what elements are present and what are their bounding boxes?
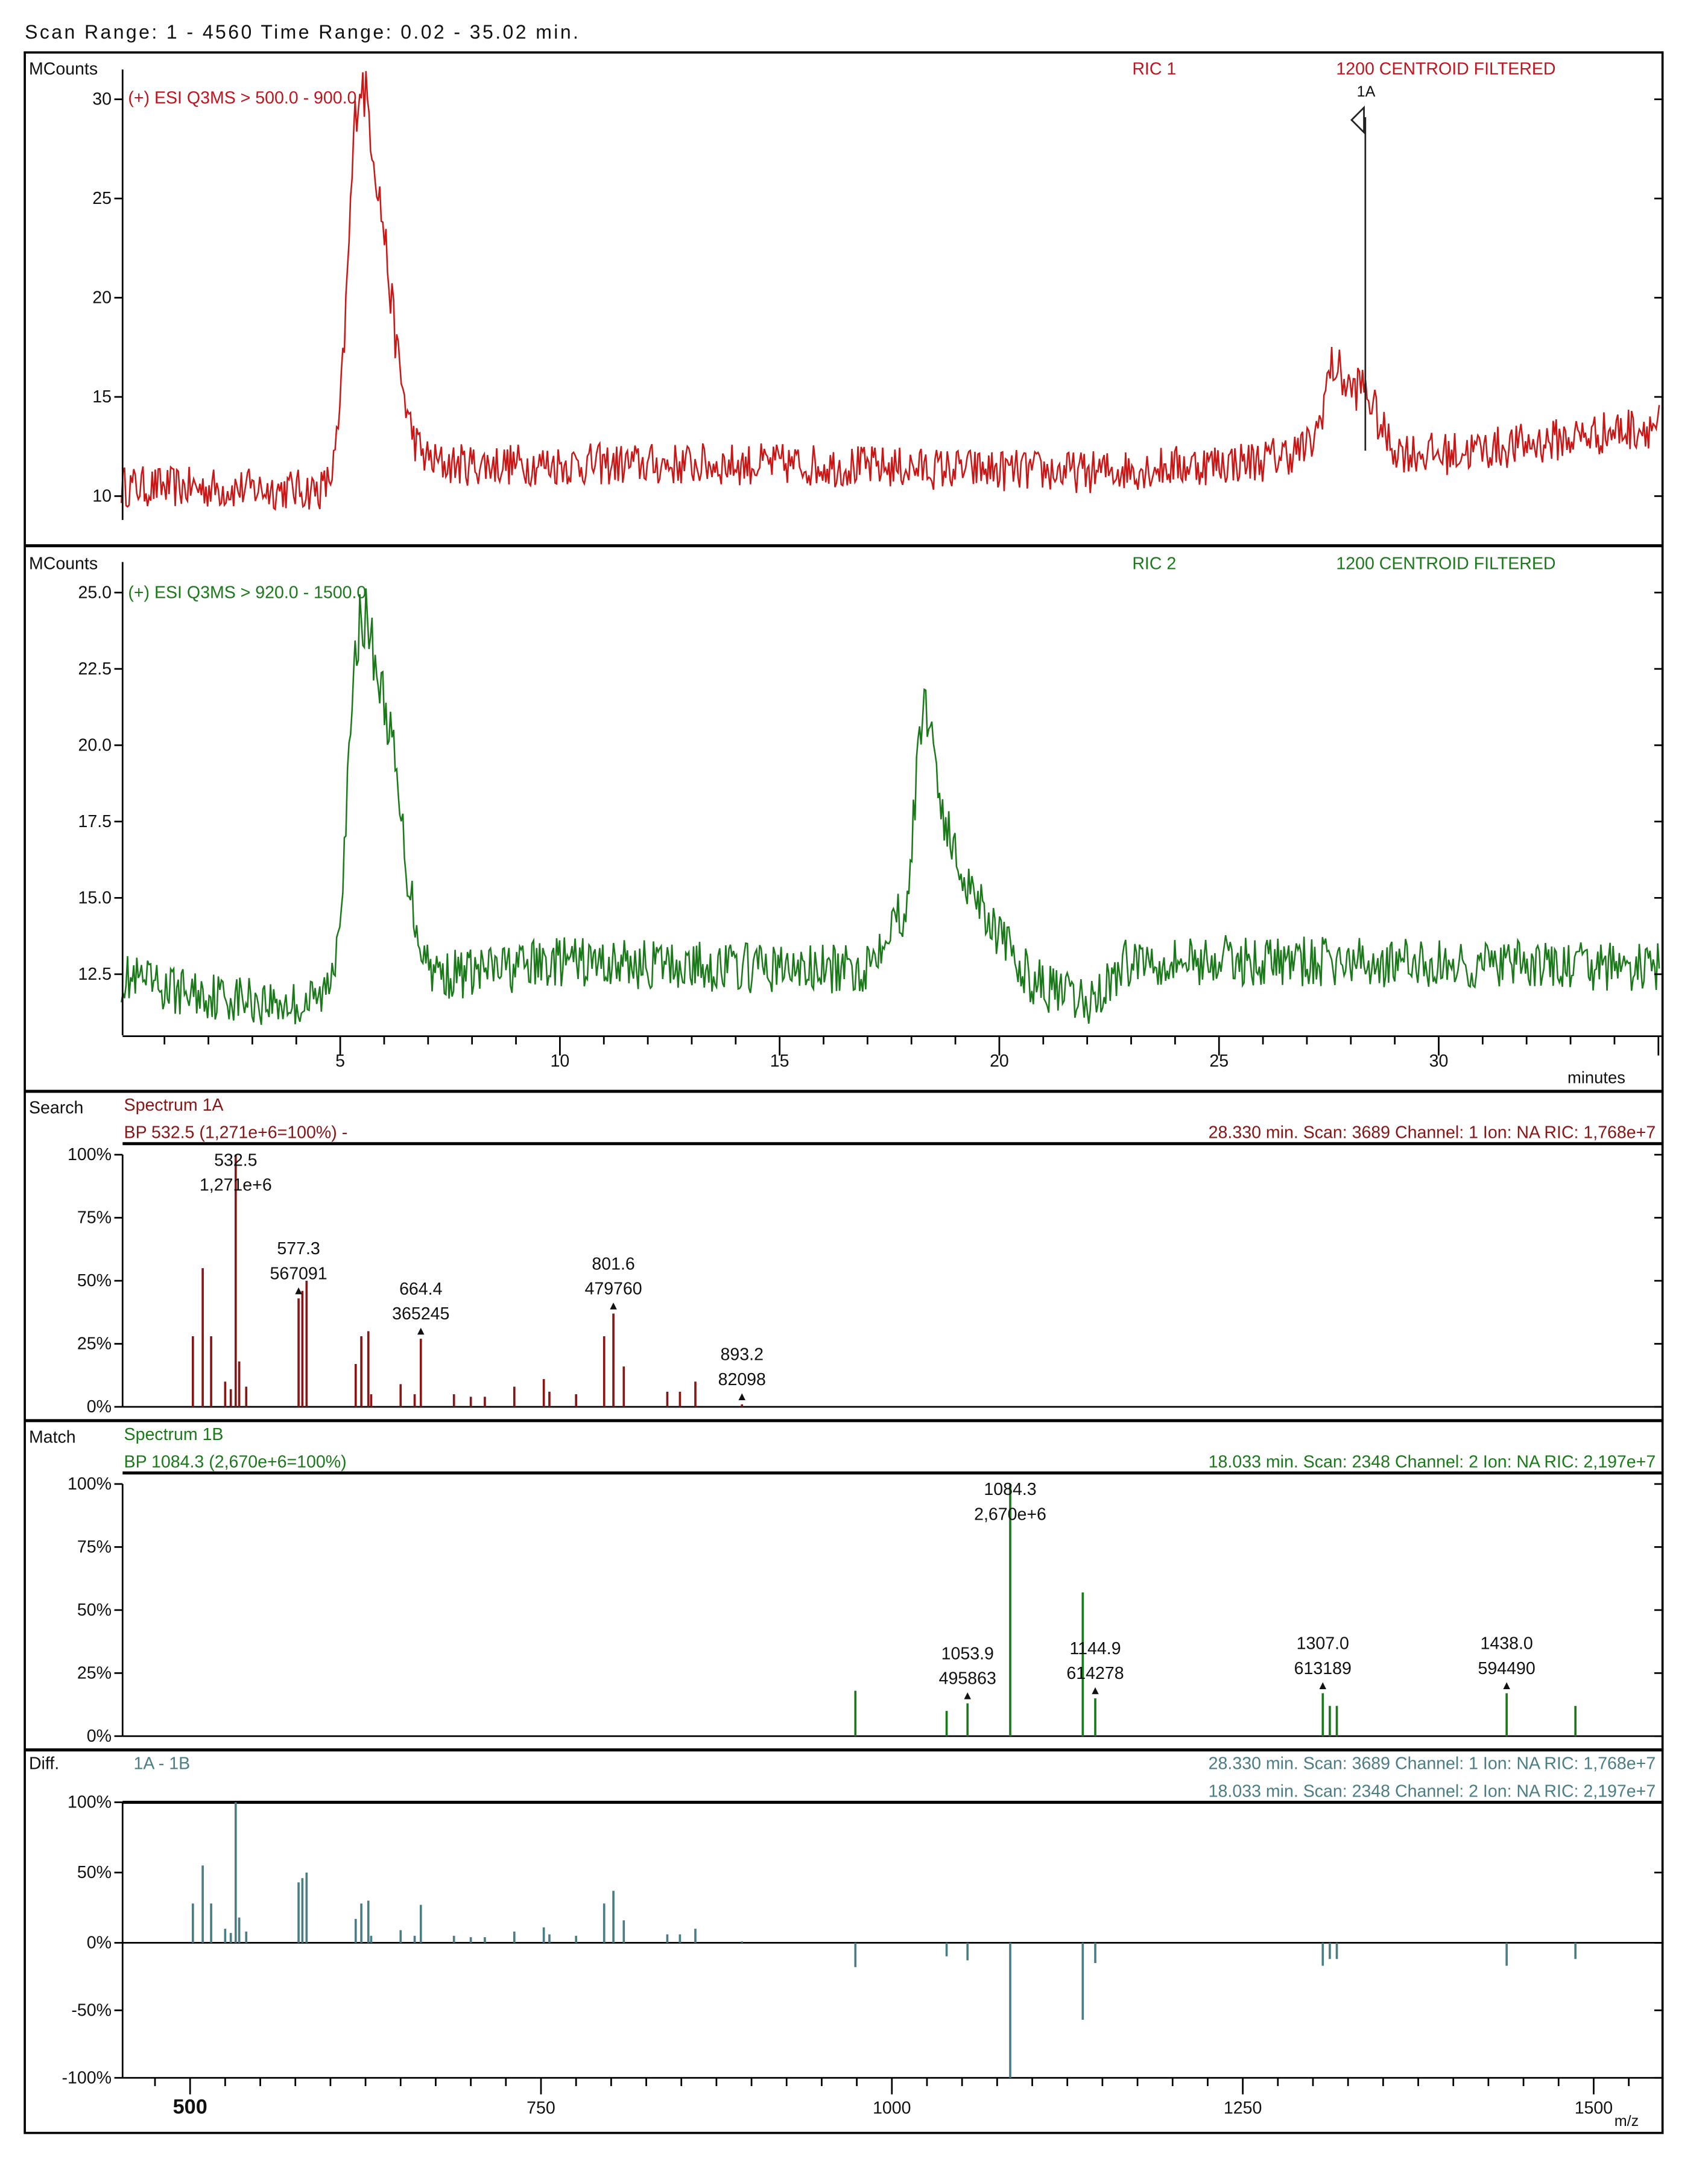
match-title: Spectrum 1B [124, 1424, 224, 1444]
diff-xlabel: m/z [1614, 2113, 1639, 2130]
y-tick-label: 100% [68, 1145, 112, 1165]
x-tick-label: 1000 [873, 2098, 911, 2118]
peak-label-intensity: 2,670e+6 [974, 1505, 1046, 1524]
peak-marker-icon [964, 1692, 971, 1699]
peak-label-mz: 1438.0 [1480, 1634, 1533, 1654]
ric2-trace [121, 588, 1659, 1024]
search-base-peak: BP 532.5 (1,271e+6=100%) - [124, 1123, 348, 1143]
peak-label-mz: 664.4 [399, 1280, 443, 1299]
peak-label-intensity: 1,271e+6 [199, 1175, 272, 1195]
peak-label-intensity: 82098 [718, 1369, 766, 1389]
peak-marker-icon [739, 1394, 745, 1400]
y-tick-label: 0% [86, 1933, 112, 1953]
peak-marker-icon [1320, 1683, 1326, 1689]
y-tick-label: 12.5 [78, 965, 112, 985]
y-tick-label: 50% [77, 1863, 112, 1883]
peak-label-mz: 532.5 [214, 1150, 258, 1170]
ric1-panel [29, 59, 1663, 519]
peak-label-mz: 1053.9 [941, 1644, 994, 1664]
y-tick-label: 20 [92, 288, 112, 308]
search-title: Spectrum 1A [124, 1095, 224, 1115]
x-tick-label: 1250 [1223, 2098, 1262, 2118]
peak-label-intensity: 567091 [270, 1264, 327, 1284]
x-tick-label: 750 [527, 2098, 555, 2118]
y-tick-label: 100% [68, 1474, 112, 1494]
peak-marker-icon [295, 1287, 302, 1294]
y-tick-label: 25.0 [78, 583, 112, 603]
y-tick-label: 15.0 [78, 888, 112, 908]
y-tick-label: 17.5 [78, 811, 112, 831]
peak-label-intensity: 594490 [1478, 1658, 1536, 1678]
match-scan-info: 18.033 min. Scan: 2348 Channel: 2 Ion: NA RIC: 2,197e+7 [1208, 1452, 1656, 1472]
peak-label-mz: 1084.3 [984, 1480, 1037, 1500]
y-tick-label: 25% [77, 1663, 112, 1683]
y-tick-label: 100% [68, 1792, 112, 1812]
diff-label: Diff. [28, 1754, 60, 1774]
ric2-ylabel: MCounts [28, 554, 98, 574]
x-tick-label: 30 [1429, 1051, 1449, 1071]
ric2-name: RIC 2 [1132, 554, 1177, 574]
x-tick-label: 5 [335, 1051, 346, 1071]
y-tick-label: 0% [86, 1397, 112, 1417]
y-tick-label: 50% [77, 1600, 112, 1620]
x-tick-label: 20 [990, 1051, 1009, 1071]
peak-label-mz: 1144.9 [1069, 1639, 1121, 1659]
y-tick-label: -100% [62, 2068, 112, 2088]
y-tick-label: 0% [86, 1726, 112, 1746]
peak-label-intensity: 365245 [392, 1304, 450, 1324]
peak-label-intensity: 613189 [1294, 1658, 1352, 1678]
peak-marker-icon [417, 1328, 424, 1334]
peak-label-mz: 801.6 [592, 1254, 635, 1274]
peak-marker-icon [1092, 1687, 1098, 1694]
y-tick-label: 20.0 [78, 735, 112, 755]
search-scan-info: 28.330 min. Scan: 3689 Channel: 1 Ion: NA RIC: 1,768e+7 [1208, 1123, 1656, 1143]
diff-panel [29, 1754, 1663, 2130]
x-tick-label: 10 [550, 1051, 570, 1071]
ric1-trace [121, 71, 1659, 510]
ric2-mode: 1200 CENTROID FILTERED [1336, 554, 1556, 574]
y-tick-label: 10 [92, 486, 112, 506]
x-tick-label: 15 [770, 1051, 789, 1071]
y-tick-label: 30 [92, 89, 112, 109]
diff-title: 1A - 1B [133, 1754, 191, 1774]
ric1-mode: 1200 CENTROID FILTERED [1336, 59, 1556, 79]
peak-label-mz: 893.2 [720, 1345, 764, 1365]
y-tick-label: 25 [92, 189, 112, 209]
peak-marker-icon [1503, 1683, 1510, 1689]
x-tick-label: 500 [172, 2095, 207, 2119]
scan-marker-icon[interactable] [1352, 107, 1364, 132]
peak-label-intensity: 495863 [938, 1669, 996, 1689]
match-label: Match [28, 1427, 76, 1447]
ric1-marker-label: 1A [1356, 83, 1376, 101]
search-label: Search [28, 1098, 84, 1118]
y-tick-label: 50% [77, 1271, 112, 1291]
ric1-name: RIC 1 [1132, 59, 1177, 79]
diff-scan-info-1a: 28.330 min. Scan: 3689 Channel: 1 Ion: NA RIC: 1,768e+7 [1208, 1754, 1656, 1774]
ric2-xlabel: minutes [1567, 1068, 1625, 1087]
ric1-ylabel: MCounts [28, 59, 98, 79]
ric1-filter: (+) ESI Q3MS > 500.0 - 900.0 [128, 88, 357, 108]
y-tick-label: -50% [71, 2000, 112, 2020]
y-tick-label: 15 [92, 387, 112, 407]
peak-label-intensity: 614278 [1066, 1664, 1124, 1684]
scan-range-header: Scan Range: 1 - 4560 Time Range: 0.02 - 35.02 min. [25, 21, 581, 43]
y-tick-label: 75% [77, 1208, 112, 1228]
y-tick-label: 22.5 [78, 659, 112, 679]
match-base-peak: BP 1084.3 (2,670e+6=100%) [124, 1452, 347, 1472]
y-tick-label: 25% [77, 1334, 112, 1354]
peak-marker-icon [610, 1302, 616, 1309]
diff-scan-info-1b: 18.033 min. Scan: 2348 Channel: 2 Ion: NA RIC: 2,197e+7 [1208, 1781, 1656, 1801]
peak-label-mz: 577.3 [277, 1239, 320, 1259]
peak-label-intensity: 479760 [584, 1279, 642, 1299]
ric2-filter: (+) ESI Q3MS > 920.0 - 1500.0 [128, 583, 367, 603]
y-tick-label: 75% [77, 1537, 112, 1557]
x-tick-label: 25 [1209, 1051, 1229, 1071]
ric2-panel [29, 554, 1663, 1086]
peak-label-mz: 1307.0 [1296, 1634, 1349, 1654]
x-tick-label: 1500 [1574, 2098, 1613, 2118]
